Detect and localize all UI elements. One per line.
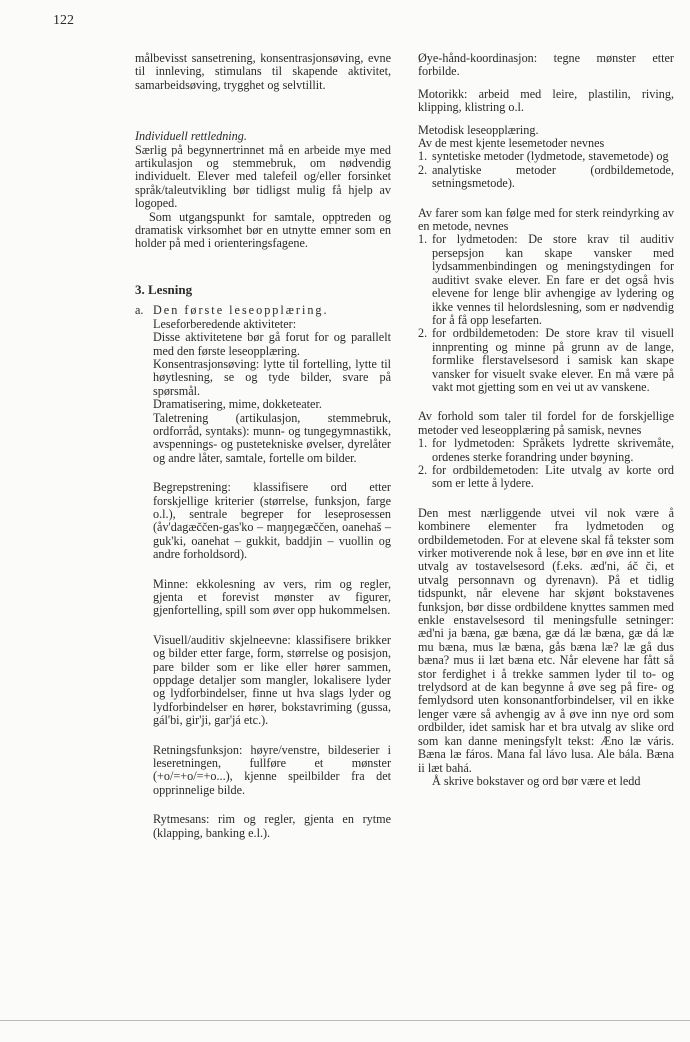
individual-guidance-heading: Individuell rettledning. <box>135 129 247 144</box>
motor-skills: Motorikk: arbeid med leire, plastilin, riving, klipping, klistring o.l. <box>418 86 674 115</box>
advantages-list <box>418 437 674 491</box>
known-methods-intro: Av de mest kjente lesemetoder nevnes <box>418 136 605 151</box>
rhythm-sense: Rytmesans: rim og regler, gjenta en rytme (klapping, banking e.l.). <box>153 812 391 840</box>
list-text: for lydmetoden: Språkets lydrette skrivemåte, ordenes sterke forandring under bøyning. <box>432 436 674 464</box>
list-number: 1. <box>418 232 428 247</box>
subsection-a-mark: a. <box>135 303 144 318</box>
pre-reading-intro: Disse aktivitetene bør gå forut for og parallelt med den første leseopplæring. <box>153 330 391 358</box>
list-number: 2. <box>418 462 428 477</box>
list-text: for lydmetoden: De store krav til auditiv persepsjon kan skape vansker med lydsammenbindingen og meningstydingen for auditivt svake elever. En fare er det også hvis elevene for lenge blir avhengige av lydering og ikke vennes til helordslesning, som er nødvendig for å få opp lesefarten. <box>432 232 674 327</box>
list-item <box>418 437 674 464</box>
list-item <box>418 327 674 394</box>
subsection-a-title: Den første leseopplæring. <box>153 303 329 318</box>
list-number: 2. <box>418 326 428 341</box>
list-number: 2. <box>418 162 428 177</box>
individual-guidance-paragraph-2: Som utgangspunkt for samtale, opptreden og dramatisk virksomhet bør en utnytte emner som en holder på med i orienteringsfagene. <box>135 209 391 251</box>
subsection-a <box>135 304 391 317</box>
list-text: syntetiske metoder (lydmetode, stavemetode) og <box>432 149 669 164</box>
combination-paragraph: Den mest nærliggende utvei vil nok være å kombinere elementer fra lydmetoden og ordbildemetoden. For at elevene skal få tekster som virker motiverende nok å lese, bør en øve inn et lite utvalg av tostavelsesord (f.eks. æd'ni, áč či, et utvalg personnavn og dyrenavn). På et tidlig tidspunkt, når elevene har skjønt bokstavenes funksjon, bør disse ordbildene knyttes sammen med enkle enstavelsesord til meningsfulle setninger: æd'ni ja bæna, gæ bæna, gæ dá læ bæna, gæ dá læ mu bæna, mus læ bæna, gås bæna læ? læ gå dus bæna? mus ii læt bæna etc. Når elevene har fått så stor ferdighet i å trekke sammen lyder til to- og trelydsord at de kan begynne å øve seg på fire- og femlydsord uten konsonantforbindelser, vil en ikke lenger være så avhengig av å øve inn nye ord som ordbilder, idet samisk har et bra utvalg av slike ord som kan danne meningsfylt tekst: Æno læ váris. Bæna læ fáros. Mana fal lávo lusa. Ale bála. Bæna ii læt bahá. <box>418 505 674 775</box>
bottom-rule <box>0 1020 690 1021</box>
direction-function: Retningsfunksjon: høyre/venstre, bildeserier i leseretningen, fullføre et mønster (+o/=+o/=+o...), kjenne speilbilder fra det opprinnelige bilde. <box>153 742 391 797</box>
list-number: 1. <box>418 149 428 164</box>
right-column <box>418 52 674 788</box>
concentration-practice: Konsentrasjonsøving: lytte til fortelling, lytte til høytlesning, se og tyde bilder, svare på spørsmål. <box>153 356 391 398</box>
list-item <box>418 233 674 327</box>
visual-auditory-discrimination: Visuell/auditiv skjelneevne: klassifisere brikker og bilder etter farge, form, størrelse og posisjon, pare bilder som er like eller hører sammen, oppdage detaljer som mangler, lokalisere lyder og lydforbindelser, finne ut hva slags lyder og lydforbindelser en hører, bokstavriming (gussa, gál'bi, gir'ji, gar'já etc.). <box>153 632 391 728</box>
dramatisation: Dramatisering, mime, dokketeater. <box>153 397 322 412</box>
list-item <box>418 164 674 191</box>
pre-reading-label: Leseforberedende aktiviteter: <box>153 316 297 331</box>
intro-paragraph: målbevisst sansetrening, konsentrasjonsøving, evne til innleving, stimulans til skapende aktivitet, samarbeidsøving, trygghet og selvtillit. <box>135 51 391 92</box>
individual-guidance-paragraph-1: Særlig på begynnertrinnet må en arbeide mye med artikulasjon og stemmebruk, om nødvendig individuelt. Elever med talefeil og/eller forsinket språk/taleutvikling bør tidligst mulig få hjelp av logoped. <box>135 142 391 211</box>
section-heading-reading: 3. Lesning <box>135 281 193 297</box>
list-item <box>418 464 674 491</box>
dangers-list <box>418 233 674 394</box>
speech-training: Taletrening (artikulasjon, stemmebruk, ordforråd, syntaks): munn- og tungegymnastikk, avspennings- og pustetekniske øvelser, dyrelåter og andre låter, samtale, fortelle om bilder. <box>153 410 391 465</box>
left-column <box>135 52 391 840</box>
memory-training: Minne: ekkolesning av vers, rim og regler, gjenta et forevist mønster av figurer, gjenfortelling, spill som øver opp hukommelsen. <box>153 576 391 618</box>
methods-list <box>418 150 674 190</box>
concept-training: Begrepstrening: klassifisere ord etter forskjellige kriterier (størrelse, funksjon, farge o.l.), sentrale begreper for leseprosessen (åv'dagæččen-gas'ko – maŋŋegæččen, oanehaš – guk'ki, oanehat – gukkit, baddjin – vuollin og andre forholdsord). <box>153 480 391 562</box>
methodical-reading-heading: Metodisk leseopplæring. <box>418 122 539 137</box>
page-number: 122 <box>53 13 74 28</box>
list-item <box>418 150 674 163</box>
list-text: analytiske metoder (ordbildemetode, setningsmetode). <box>432 162 674 191</box>
dangers-intro: Av farer som kan følge med for sterk reindyrking av en metode, nevnes <box>418 205 674 234</box>
last-line: Å skrive bokstaver og ord bør være et ledd <box>432 773 641 788</box>
list-text: for ordbildemetoden: Lite utvalg av korte ord som er lette å lydere. <box>432 462 674 491</box>
eye-hand-coordination: Øye-hånd-koordinasjon: tegne mønster etter forbilde. <box>418 51 674 79</box>
advantages-intro: Av forhold som taler til fordel for de forskjellige metoder ved leseopplæring på samisk, nevnes <box>418 409 674 437</box>
list-text: for ordbildemetoden: De store krav til visuell innprenting og minne på grunn av de lange, formlike flerstavelsesord i samisk kan skape vansker for visuelt svake elever. En må være på vakt mot gjetting som en vei ut av vanskene. <box>432 326 674 394</box>
list-number: 1. <box>418 436 428 451</box>
subsection-a-body <box>135 318 391 840</box>
